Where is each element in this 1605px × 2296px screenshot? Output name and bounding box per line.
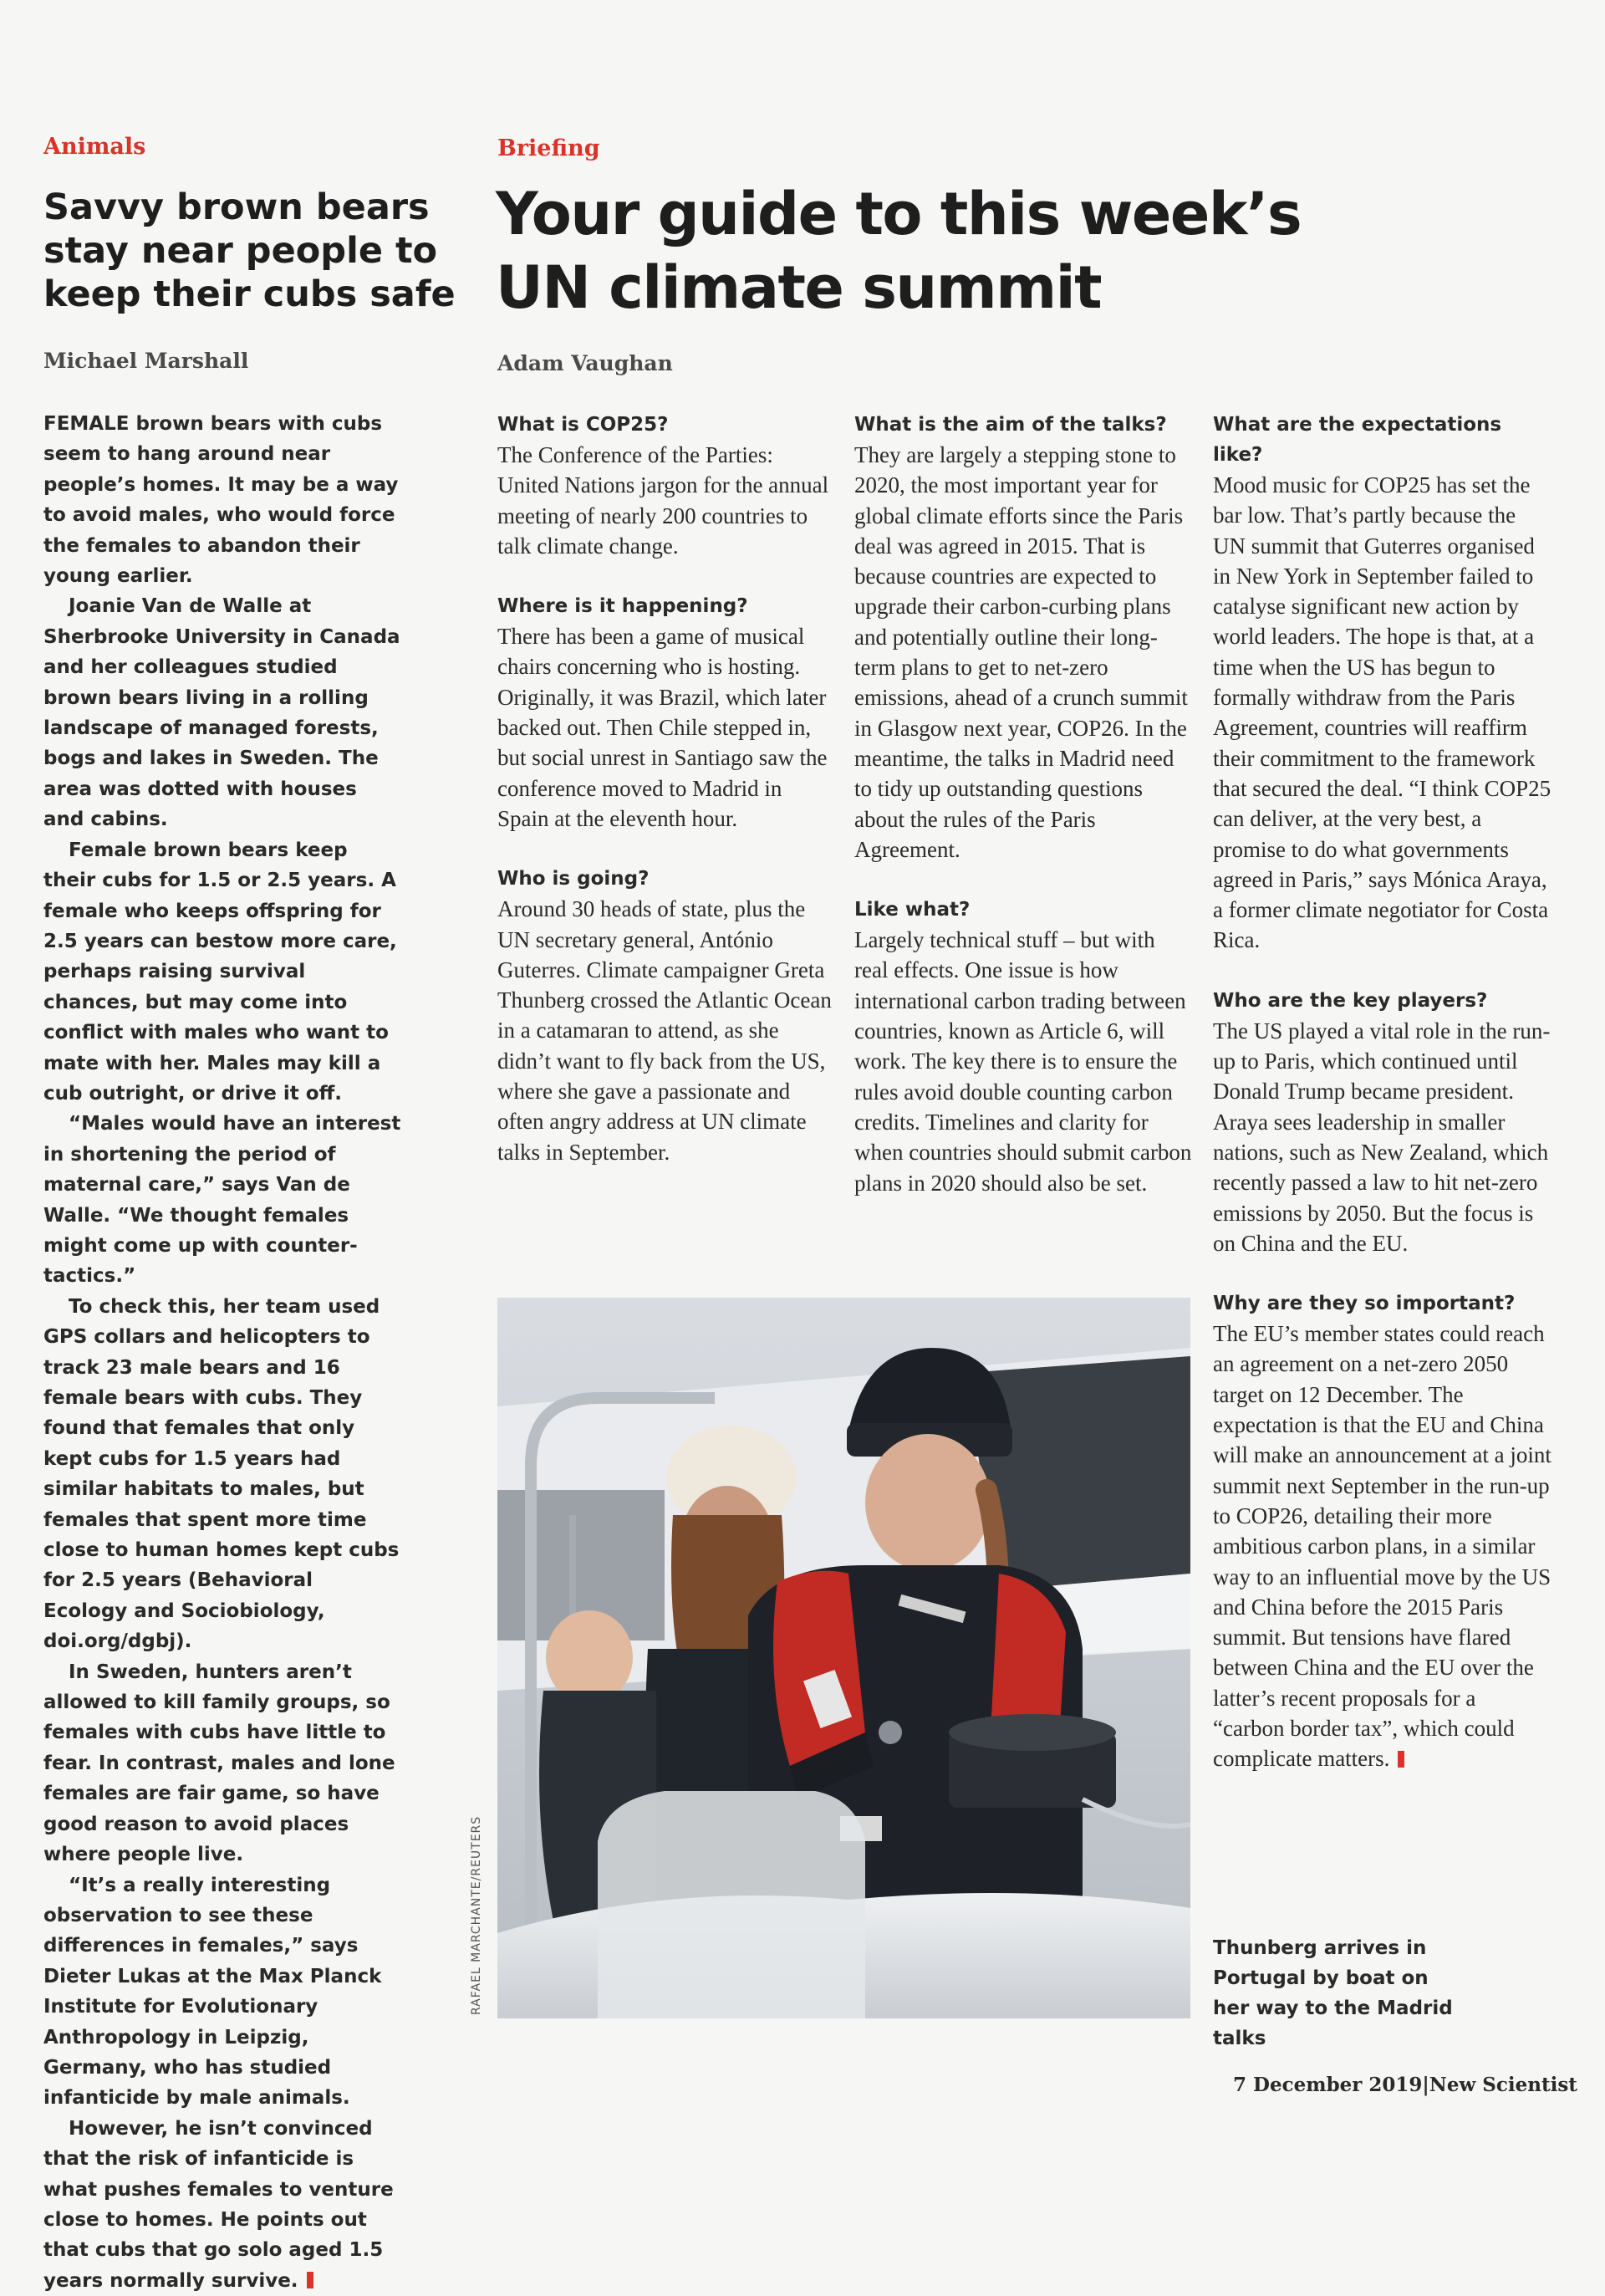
answer-text <box>1213 470 1552 956</box>
thunberg-boat-photo <box>497 1298 1190 2018</box>
left-byline: Michael Marshall <box>43 349 249 373</box>
body-paragraph <box>43 1109 403 1291</box>
answer-body: The Conference of the Parties: United Nations jargon for the annual meeting of nearly 200 countries to talk climate change. <box>497 442 829 559</box>
paragraph-text: To check this, her team used GPS collars and helicopters to track 23 male bears and 16 female bears with cubs. They found that females that only kept cubs for 1.5 years had similar habitats to males, but females that spent more time close to human homes kept cubs for 2.5 years (Behavioral Ecology and Sociobiology, doi.org/dgbj). <box>43 1295 400 1653</box>
paragraph-text: However, he isn’t convinced that the risk of infanticide is what pushes females to venture close to homes. He points out that cubs that go solo aged 1.5 years normally survive. <box>43 2117 394 2292</box>
paragraph-text: Joanie Van de Walle at Sherbrooke University in Canada and her colleagues studied brown bears living in a rolling landscape of managed forests, bogs and lakes in Sweden. The area was dotted with houses and cabins. <box>43 595 400 831</box>
main-headline-line: Your guide to this week’s <box>496 180 1302 248</box>
section-label-briefing: Briefing <box>497 135 600 161</box>
publication-name: New Scientist <box>1429 2074 1577 2096</box>
answer-text <box>497 621 836 834</box>
answer-text <box>497 440 836 561</box>
qa-column-1 <box>497 410 836 1197</box>
answer-body: Largely technical stuff – but with real effects. One issue is how international carbon trading between countries, known as Article 6, will work. The key there is to ensure the rules avoid double counting carbon credits. Timelines and clarity for when countries should submit carbon plans in 2020 should also be set. <box>854 927 1192 1196</box>
photo-caption: Thunberg arrives in Portugal by boat on her way to the Madrid talks <box>1213 1937 1453 2049</box>
body-paragraph <box>43 835 403 1110</box>
body-paragraph <box>43 591 403 834</box>
paragraph-text: Female brown bears keep their cubs for 1.5 or 2.5 years. A female who keeps offspring for 2.5 years can bestow more care, perhaps raising survival chances, but may come into conflict with males who want to mate with her. Males may kill a cub outright, or drive it off. <box>43 839 397 1105</box>
answer-body: Around 30 heads of state, plus the UN secretary general, António Guterres. Climate campaigner Greta Thunberg crossed the Atlantic Ocean in a catamaran to attend, as she didn’t want to fly back from the US, where she gave a passionate and often angry address at UN climate talks in September. <box>497 896 832 1165</box>
body-paragraph <box>43 409 403 591</box>
main-headline <box>496 177 1301 324</box>
answer-text <box>854 440 1193 865</box>
body-paragraph <box>43 1292 403 1657</box>
answer-body: There has been a game of musical chairs concerning who is hosting. Originally, it was Brazil, which later backed out. Then Chile stepped in, but social unrest in Santiago saw the conference moved to Madrid in Spain at the eleventh hour. <box>497 624 828 831</box>
question-heading: Who is going? <box>497 868 650 890</box>
question-heading: What is the aim of the talks? <box>854 414 1167 436</box>
question-heading: Who are the key players? <box>1213 989 1488 1012</box>
question-heading: Why are they so important? <box>1213 1293 1516 1315</box>
answer-text <box>1213 1319 1552 1773</box>
qa-column-3 <box>1213 410 1552 1804</box>
paragraph-text: brown bears with cubs seem to hang around near people’s homes. It may be a way to avoid males, who would force the females to abandon their young earlier. <box>43 413 399 588</box>
issue-date: 7 December 2019 <box>1233 2074 1423 2096</box>
answer-text <box>854 925 1193 1198</box>
answer-body: They are largely a stepping stone to 2020, the most important year for global climate efforts since the Paris deal was agreed in 2015. That is because countries are expected to upgrade their carbon-curbing plans and potentially outline their long-term plans to get to net-zero emissions, ahead of a crunch summit in Glasgow next year, COP26. In the meantime, the talks in Madrid need to tidy up outstanding questions about the rules of the Paris Agreement. <box>854 442 1188 862</box>
page-footer <box>1233 2074 1577 2096</box>
question-heading: What is COP25? <box>497 414 669 436</box>
paragraph-text: In Sweden, hunters aren’t allowed to kill family groups, so females with cubs have little to fear. In contrast, males and lone females are fair game, so have good reason to avoid places where people live. <box>43 1661 395 1866</box>
main-byline: Adam Vaughan <box>497 351 673 375</box>
question-heading: Like what? <box>854 899 971 921</box>
left-article-body <box>43 409 403 2296</box>
end-of-article-mark <box>1398 1751 1404 1768</box>
photo-credit: RAFAEL MARCHANTE/REUTERS <box>470 1815 483 2015</box>
answer-body: The EU’s member states could reach an agreement on a net-zero 2050 target on 12 December. The expectation is that the EU and China will make an announcement at a joint summit next September in the run-up to COP26, detailing their more ambitious carbon plans, in a similar way to an influential move by the US and China before the 2015 Paris summit. But tensions have flared between China and the EU over the latter’s recent proposals for a “carbon border tax”, which could complicate matters. <box>1213 1321 1552 1772</box>
qa-column-2 <box>854 410 1193 1228</box>
main-headline-line: UN climate summit <box>496 253 1102 322</box>
left-headline <box>43 186 456 316</box>
lead-word: FEMALE <box>43 413 130 435</box>
left-headline-line: Savvy brown bears <box>43 186 430 228</box>
body-paragraph <box>43 2114 403 2296</box>
answer-text <box>497 894 836 1167</box>
end-of-article-mark <box>307 2272 313 2288</box>
left-headline-line: keep their cubs safe <box>43 273 456 315</box>
answer-body: The US played a vital role in the run-up to Paris, which continued until Donald Trump became president. Araya sees leadership in smaller nations, such as New Zealand, which recently passed a law to hit net-zero emissions by 2050. But the focus is on China and the EU. <box>1213 1018 1551 1256</box>
paragraph-text: “Males would have an interest in shortening the period of maternal care,” says Van de Walle. “We thought females might come up with counter-tactics.” <box>43 1113 401 1288</box>
paragraph-text: “It’s a really interesting observation to see these differences in females,” says Dieter Lukas at the Max Planck Institute for Evolutionary Anthropology in Leipzig, Germany, who has studied infanticide by male animals. <box>43 1874 382 2110</box>
question-heading: Where is it happening? <box>497 595 748 618</box>
left-headline-line: stay near people to <box>43 230 438 272</box>
body-paragraph <box>43 1657 403 1870</box>
section-label-animals: Animals <box>43 134 146 160</box>
footer-separator: | <box>1422 2074 1429 2096</box>
question-heading: What are the expectations like? <box>1213 414 1502 466</box>
answer-body: Mood music for COP25 has set the bar low. That’s partly because the UN summit that Guterres organised in New York in September failed to catalyse significant new action by world leaders. The hope is that, at a time when the US has begun to formally withdraw from the Paris Agreement, countries will reaffirm their commitment to the framework that secured the deal. “I think COP25 can deliver, at the very best, a promise to do what governments agreed in Paris,” says Mónica Araya, a former climate negotiator for Costa Rica. <box>1213 472 1552 953</box>
answer-text <box>1213 1016 1552 1258</box>
body-paragraph <box>43 1870 403 2114</box>
